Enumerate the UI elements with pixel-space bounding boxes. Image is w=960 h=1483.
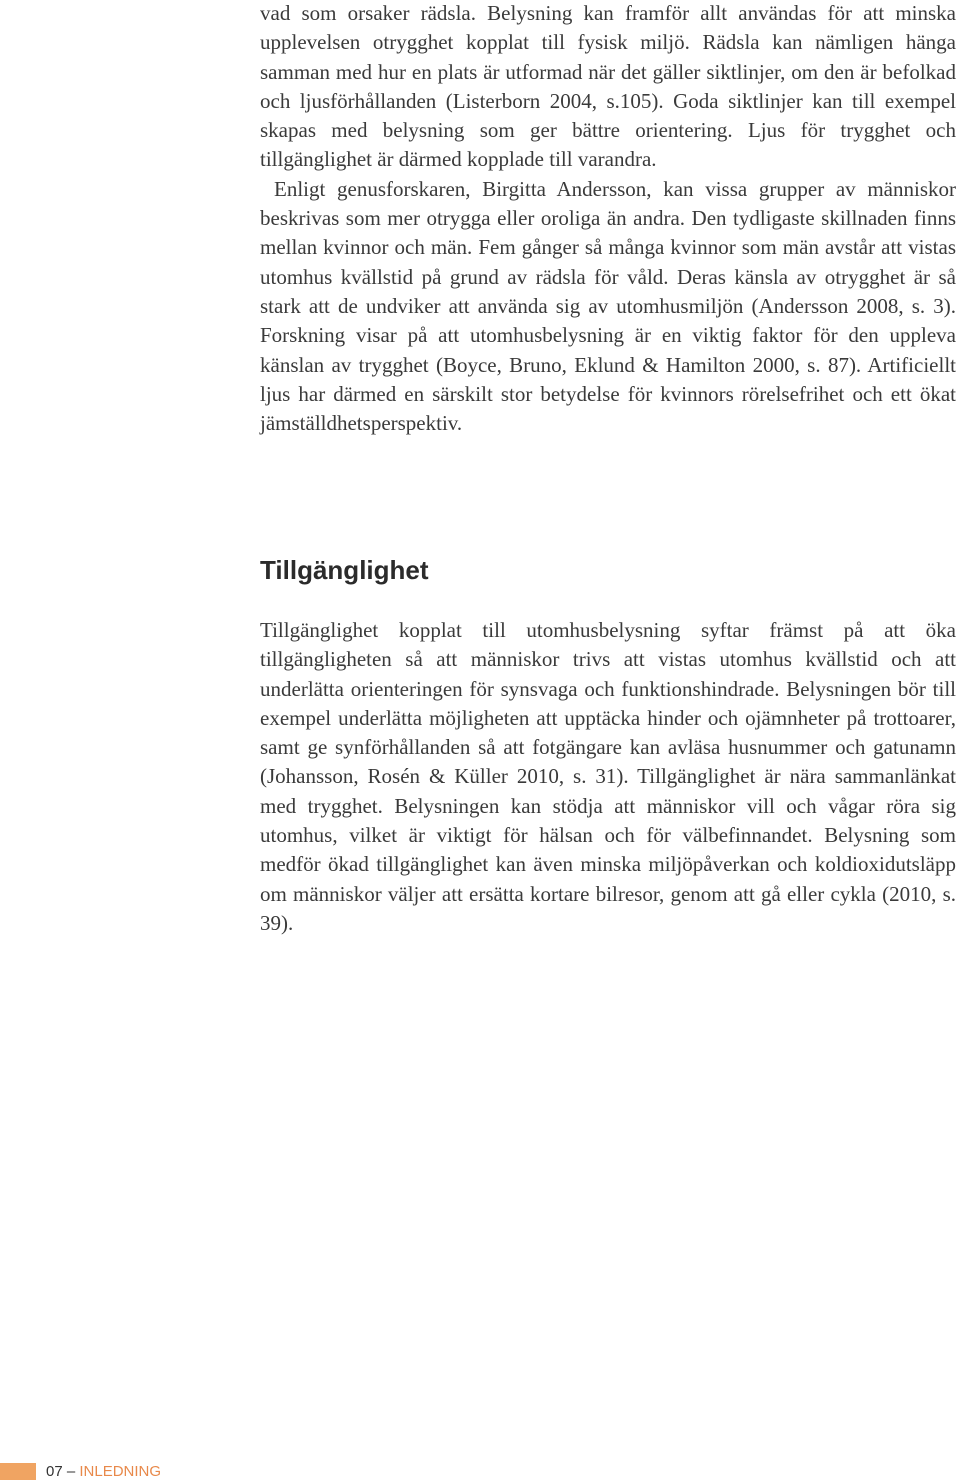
body-text-top xyxy=(260,0,956,438)
paragraph-2: Enligt genusforskaren, Birgitta Andersson, kan vissa grupper av människor beskrivas som mer otrygga eller oroliga än andra. Den tydligaste skillnaden finns mellan kvinnor och män. Fem gånger så många kvinnor som män avstår att vistas utomhus kvällstid på grund av rädsla för våld. Deras känsla av otrygghet är så stark att de undviker att använda sig av utomhusmiljön (Andersson 2008, s. 3). Forskning visar på att utomhusbelysning är en viktig faktor för den uppleva känslan av trygghet (Boyce, Bruno, Eklund & Hamilton 2000, s. 87). Artificiellt ljus har därmed en särskilt stor betydelse för kvinnors rörelsefrihet och ett ökat jämställdhetsperspektiv. xyxy=(260,176,956,436)
paragraph-1: vad som orsaker rädsla. Belysning kan framför allt användas för att minska upplevelsen otrygghet kopplat till fysisk miljö. Rädsla kan nämligen hänga samman med hur en plats är utformad när det gäller siktlinjer, om den är befolkad och ljusförhållanden (Listerborn 2004, s.105). Goda siktlinjer kan till exempel skapas med belysning som ger bättre orientering. Ljus för trygghet och tillgänglighet är därmed kopplade till varandra. xyxy=(260,1,956,172)
footer-accent-bar xyxy=(0,1463,36,1480)
page-footer xyxy=(0,1462,960,1482)
page-number: 07 xyxy=(46,1463,63,1480)
footer-label xyxy=(46,1462,161,1482)
body-text-section xyxy=(260,616,956,938)
section-paragraph: Tillgänglighet kopplat till utomhusbelysning syftar främst på att öka tillgängligheten så att människor trivs att vistas utomhus kvällstid och att underlätta orienteringen för synsvaga och funktionshindrade. Belysningen bör till exempel underlätta möjligheten att upptäcka hinder och ojämnheter på trottoarer, samt ge synförhållanden så att fotgängare kan avläsa husnummer och gatunamn (Johansson, Rosén & Küller 2010, s. 31). Tillgänglighet är nära sammanlänkat med trygghet. Belysningen kan stödja att människor vill och vågar röra sig utomhus, vilket är viktigt för hälsan och för välbefinnandet. Belysning som medför ökad tillgänglighet kan även minska miljöpåverkan och koldioxidutsläpp om människor väljer att ersätta kortare bilresor, genom att gå eller cykla (2010, s. 39). xyxy=(260,618,956,935)
section-heading: Tillgänglighet xyxy=(260,555,429,585)
footer-section-name: INLEDNING xyxy=(79,1463,162,1480)
footer-dash: – xyxy=(66,1463,76,1480)
